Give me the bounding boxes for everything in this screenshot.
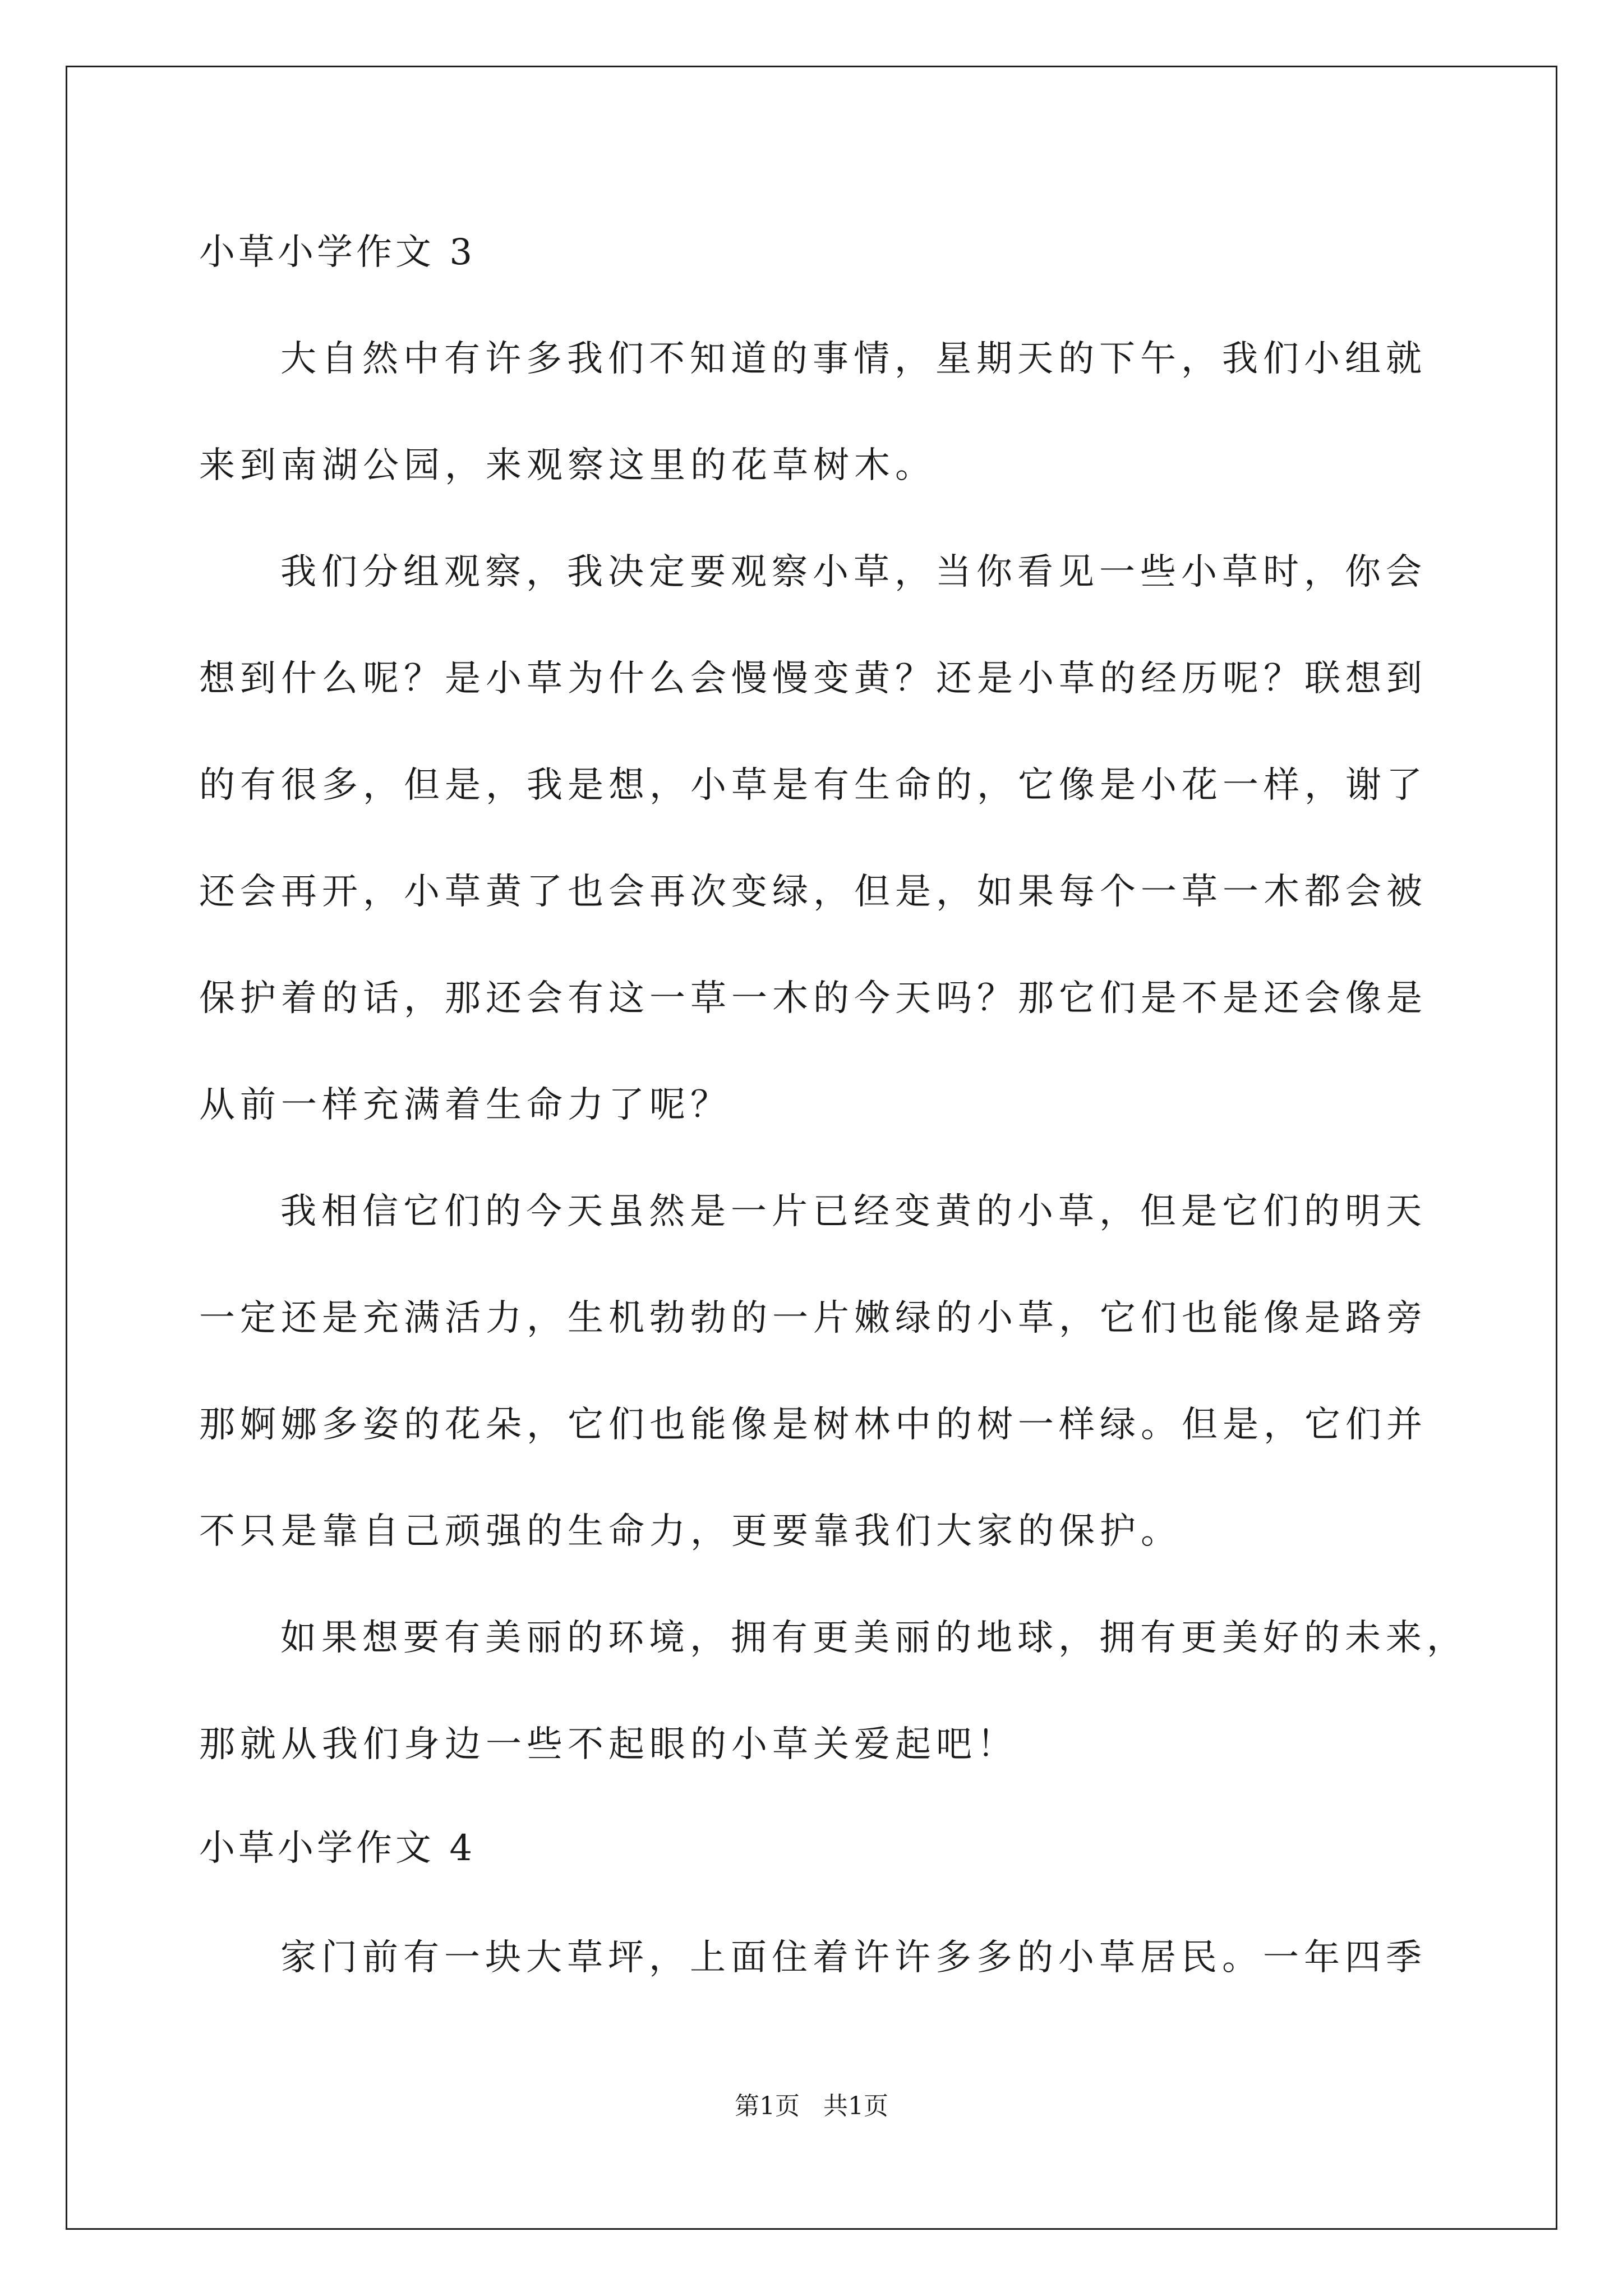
essay-3-line-13: 如果想要有美丽的环境，拥有更美丽的地球，拥有更美好的未来， <box>280 1617 1468 1659</box>
essay-3-line-10: 一定还是充满活力，生机勃勃的一片嫩绿的小草，它们也能像是路旁 <box>199 1297 1427 1339</box>
essay-4-line-1: 家门前有一块大草坪，上面住着许许多多的小草居民。一年四季 <box>280 1937 1427 1978</box>
essay-3-line-1: 大自然中有许多我们不知道的事情，星期天的下午，我们小组就 <box>280 338 1427 380</box>
essay-3-line-3: 我们分组观察，我决定要观察小草，当你看见一些小草时，你会 <box>280 551 1427 593</box>
page-border <box>66 66 1557 2230</box>
essay-3-line-12: 不只是靠自己顽强的生命力，更要靠我们大家的保护。 <box>199 1511 1182 1552</box>
essay-3-line-9: 我相信它们的今天虽然是一片已经变黄的小草，但是它们的明天 <box>280 1191 1427 1232</box>
essay-3-line-8: 从前一样充满着生命力了呢？ <box>199 1084 731 1126</box>
essay-3-line-14: 那就从我们身边一些不起眼的小草关爱起吧！ <box>199 1724 1018 1765</box>
essay-3-line-7: 保护着的话，那还会有这一草一木的今天吗？那它们是不是还会像是 <box>199 978 1427 1019</box>
essay-3-line-11: 那婀娜多姿的花朵，它们也能像是树林中的树一样绿。但是，它们并 <box>199 1404 1427 1446</box>
essay-4-title: 小草小学作文 4 <box>199 1828 476 1869</box>
essay-3-line-5: 的有很多，但是，我是想，小草是有生命的，它像是小花一样，谢了 <box>199 765 1427 806</box>
essay-3-line-4: 想到什么呢？是小草为什么会慢慢变黄？还是小草的经历呢？联想到 <box>199 658 1427 700</box>
page-footer: 第1页 共1页 <box>735 2092 888 2120</box>
essay-3-title: 小草小学作文 3 <box>199 232 476 273</box>
essay-3-line-6: 还会再开，小草黄了也会再次变绿，但是，如果每个一草一木都会被 <box>199 871 1427 913</box>
essay-3-line-2: 来到南湖公园，来观察这里的花草树木。 <box>199 445 936 486</box>
